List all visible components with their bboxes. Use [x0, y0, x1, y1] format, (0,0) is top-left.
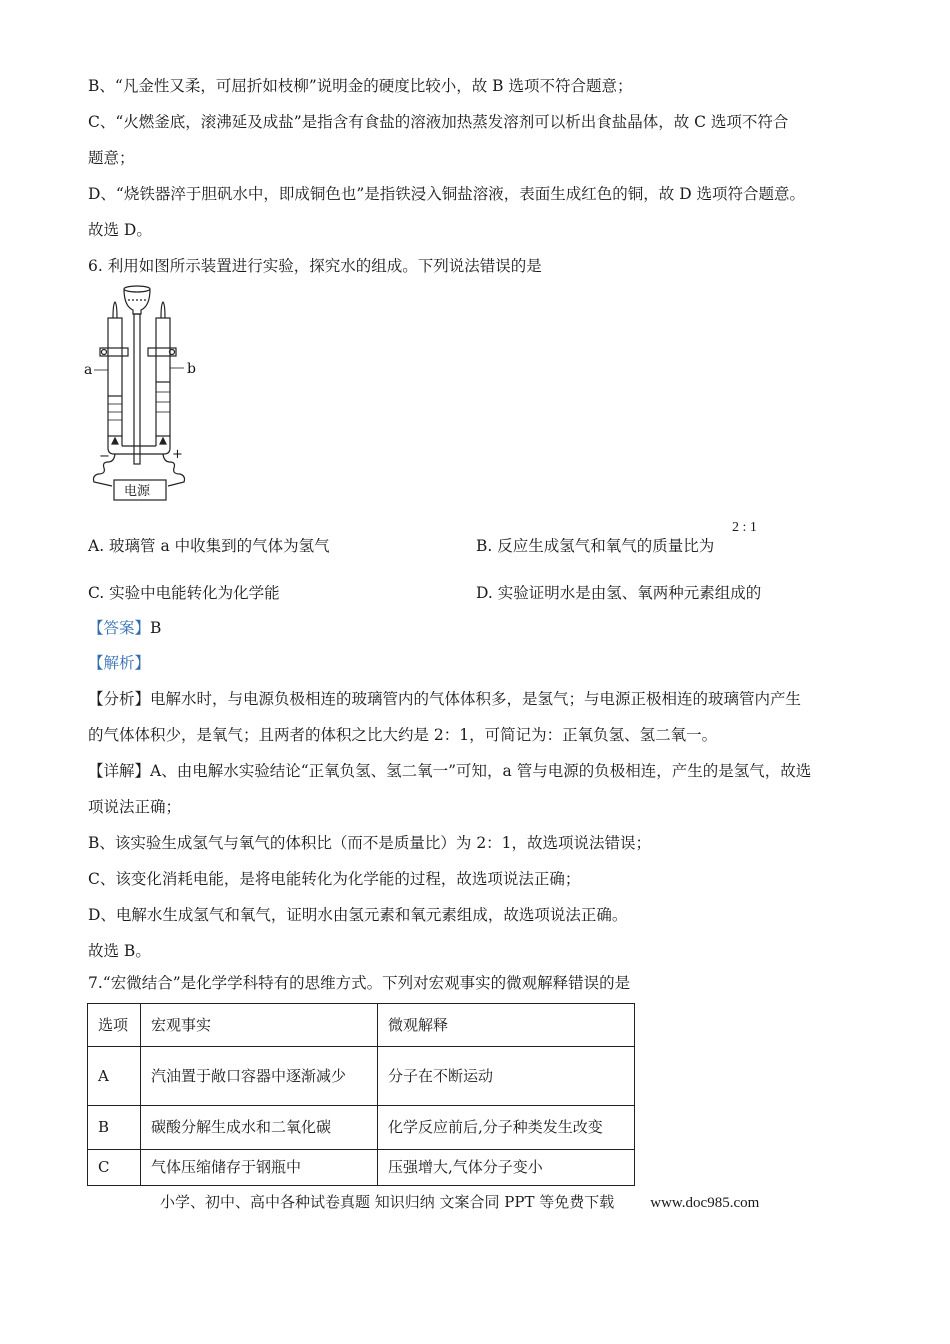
- right-tube: [156, 318, 170, 436]
- text-line-d: D、“烧铁器淬于胆矾水中，即成铜色也”是指铁浸入铜盐溶液，表面生成红色的铜，故 D 选项符合题意。: [88, 185, 806, 203]
- left-stopcock-knob: [102, 350, 107, 355]
- table-header-cell: 宏观事实: [141, 1004, 378, 1047]
- answer-line: [88, 618, 161, 638]
- footer-url: www.doc985.com: [650, 1195, 760, 1211]
- fenxi-line-2: 的气体体积少，是氧气；且两者的体积之比大约是 2：1，可简记为：正氧负氢、氢二氧一。: [88, 726, 718, 744]
- table-cell: 压强增大,气体分子变小: [378, 1150, 635, 1186]
- answer-tag: 【答案】: [88, 619, 151, 637]
- q6-option-b: B. 反应生成氢气和氧气的质量比为: [476, 537, 715, 555]
- funnel-rim: [124, 286, 150, 292]
- detail-line-a-cont: 项说法正确；: [88, 798, 182, 816]
- xiangjie-text: A、由电解水实验结论“正氧负氢、氢二氧一”可知，a 管与电源的负极相连，产生的是氢气，故选: [150, 762, 812, 780]
- left-tube-tip: [113, 302, 117, 318]
- detail-line-a: [88, 761, 811, 781]
- detail-line-c: C、该变化消耗电能，是将电能转化为化学能的过程，故选项说法正确；: [88, 870, 581, 888]
- minus-sign: −: [99, 449, 110, 464]
- question-6-stem: 6. 利用如图所示装置进行实验，探究水的组成。下列说法错误的是: [88, 257, 542, 275]
- funnel-body: [124, 289, 150, 314]
- table-cell: 碳酸分解生成水和二氧化碳: [141, 1106, 378, 1150]
- table-header-cell: 微观解释: [378, 1004, 635, 1047]
- detail-line-b: B、该实验生成氢气与氧气的体积比（而不是质量比）为 2：1，故选项说法错误；: [88, 834, 652, 852]
- fenxi-text: 电解水时，与电源负极相连的玻璃管内的气体体积多，是氢气；与电源正极相连的玻璃管内产生: [150, 690, 802, 708]
- analysis-tag: 【解析】: [88, 654, 151, 672]
- table-cell: 气体压缩储存于钢瓶中: [141, 1150, 378, 1186]
- right-tube-tip: [161, 302, 165, 318]
- table-cell: A: [88, 1047, 141, 1106]
- detail-line-d: D、电解水生成氢气和氧气，证明水由氢元素和氧元素组成，故选项说法正确。: [88, 906, 628, 924]
- table-cell: B: [88, 1106, 141, 1150]
- text-line-c-cont: 题意；: [88, 149, 135, 167]
- label-b: b: [187, 361, 196, 377]
- table-row: [88, 1150, 635, 1186]
- positive-electrode: [160, 438, 166, 444]
- table-header-row: [88, 1004, 635, 1047]
- text-line-c: C、“火燃釜底，滚沸延及成盐”是指含有食盐的溶液加热蒸发溶剂可以析出食盐晶体，故 C 选项不符合: [88, 113, 789, 131]
- question-7-stem: 7.“宏微结合”是化学学科特有的思维方式。下列对宏观事实的微观解释错误的是: [88, 974, 631, 992]
- q6-option-d: D. 实验证明水是由氢、氧两种元素组成的: [476, 584, 762, 602]
- text-line-b: B、“凡金性又柔，可屈折如枝柳”说明金的硬度比较小，故 B 选项不符合题意；: [88, 77, 633, 95]
- page-footer: [160, 1191, 759, 1212]
- q6-option-a: A. 玻璃管 a 中收集到的气体为氢气: [88, 537, 330, 555]
- question-7-table: [87, 1003, 635, 1186]
- funnel-tube: [134, 314, 140, 464]
- power-source-label: 电源: [124, 484, 151, 499]
- table-cell: 分子在不断运动: [378, 1047, 635, 1106]
- xiangjie-tag: 【详解】: [88, 762, 151, 780]
- fenxi-line-1: [88, 689, 801, 709]
- connecting-tube: [108, 436, 170, 454]
- table-row: [88, 1047, 635, 1106]
- answer-value: B: [150, 619, 162, 637]
- electrolysis-apparatus-figure: [84, 282, 204, 504]
- footer-text: 小学、初中、高中各种试卷真题 知识归纳 文案合同 PPT 等免费下载: [160, 1193, 615, 1211]
- q6-option-c: C. 实验中电能转化为化学能: [88, 584, 280, 602]
- table-row: [88, 1106, 635, 1150]
- q6-option-b-ratio: 2 : 1: [732, 520, 757, 535]
- table-cell: C: [88, 1150, 141, 1186]
- table-cell: 汽油置于敞口容器中逐渐减少: [141, 1047, 378, 1106]
- plus-sign: +: [172, 447, 183, 462]
- table-header-cell: 选项: [88, 1004, 141, 1047]
- table-cell: 化学反应前后,分子种类发生改变: [378, 1106, 635, 1150]
- left-tube: [108, 318, 122, 436]
- fenxi-tag: 【分析】: [88, 690, 151, 708]
- text-line-choice-d: 故选 D。: [88, 221, 152, 239]
- negative-electrode: [112, 438, 118, 444]
- label-a: a: [84, 362, 93, 378]
- choice-b-line: 故选 B。: [88, 942, 151, 960]
